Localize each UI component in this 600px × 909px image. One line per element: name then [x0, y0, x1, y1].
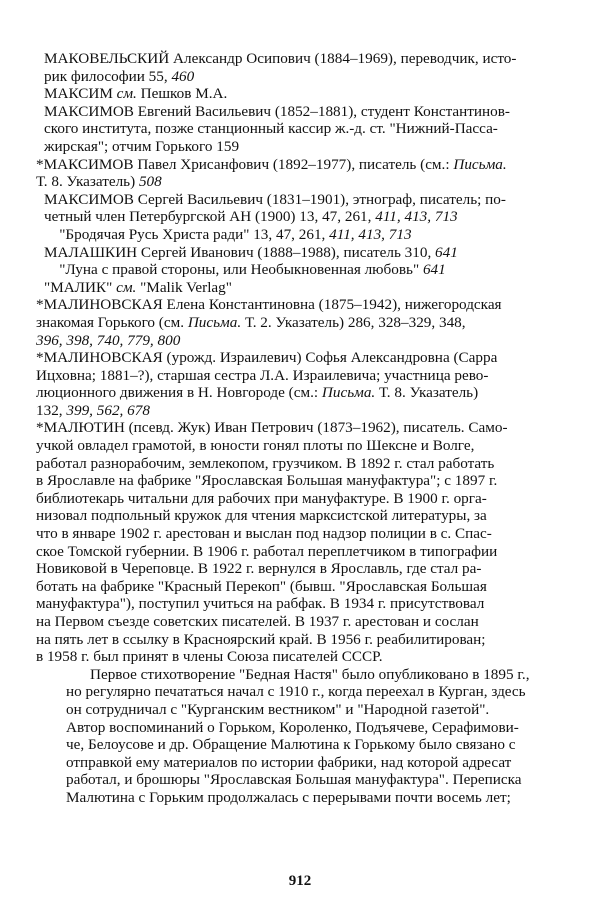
entry-line: люционного движения в Н. Новгороде (см.: Письма. Т. 8. Указатель): [36, 384, 479, 402]
entry-line: Ицховна; 1881–?), старшая сестра Л.А. Израилевича; участница рево-: [36, 366, 489, 384]
entry-line: знакомая Горького (см. Письма. Т. 2. Указатель) 286, 328–329, 348,: [36, 313, 466, 331]
entry-line: ское Томской губернии. В 1906 г. работал переплетчиком в типографии: [36, 542, 498, 560]
index-entry-maksimov-s: [44, 191, 556, 244]
index-entry-maksimov-p: [36, 155, 556, 191]
paragraph-line: че, Белоусове и др. Обращение Малютина к Горькому было связано с: [66, 736, 516, 754]
entry-line: Новиковой в Череповце. В 1922 г. вернулся в Ярославль, где стал ра-: [36, 560, 482, 578]
entry-line: "Луна с правой стороны, или Необыкновенная любовь" 641: [44, 261, 446, 279]
index-entry-malyutin: [36, 419, 556, 666]
entry-line: на Первом съезде советских писателей. В 1937 г. арестован и сослан: [36, 613, 479, 630]
entry-line: ского института, позже станционный кассир ж.-д. ст. "Нижний-Пасса-: [44, 120, 498, 138]
index-entry-malashkin: [44, 244, 556, 279]
index-entries: [36, 50, 556, 666]
entry-line: библиотекарь читальни для рабочих при мануфактуре. В 1900 г. орга-: [36, 489, 487, 507]
entry-line: *МАЛИНОВСКАЯ Елена Константиновна (1875–1942), нижегородская: [36, 296, 502, 314]
entry-line: "Бродячая Русь Христа ради" 13, 47, 261, 411, 413, 713: [44, 225, 412, 243]
page-number: 912: [288, 873, 312, 889]
index-entry-maksim: [44, 85, 556, 103]
paragraph-line: Первое стихотворение "Бедная Настя" было опубликовано в 1895 г.,: [90, 665, 530, 683]
entry-line: рик философии 55, 460: [44, 67, 195, 85]
entry-line: "МАЛИК" см. "Malik Verlag": [44, 278, 232, 296]
entry-line: 396, 398, 740, 779, 800: [36, 331, 181, 349]
entry-line: четный член Петербургской АН (1900) 13, 47, 261, 411, 413, 713: [44, 208, 458, 226]
entry-line: учкой овладел грамотой, в юности гонял плоты по Шексне и Волге,: [36, 437, 475, 455]
entry-line: мануфактура"), поступил учиться на рабфак. В 1934 г. присутствовал: [36, 595, 485, 613]
entry-line: *МАЛЮТИН (псевд. Жук) Иван Петрович (1873–1962), писатель. Само-: [36, 419, 508, 437]
index-entry-malinovskaya-s: [36, 349, 556, 419]
entry-line: на пять лет в ссылку в Красноярский край. В 1956 г. реабилитирован;: [36, 630, 486, 648]
malyutin-continuation-paragraph: [44, 666, 556, 807]
paragraph-line: он сотрудничал с "Курганским вестником" и "Народной газетой".: [66, 700, 490, 718]
entry-line: что в январе 1902 г. арестован и выслан под надзор полиции в с. Спас-: [36, 525, 492, 543]
index-entry-malinovskaya-e: [36, 296, 556, 349]
entry-line: *МАЛИНОВСКАЯ (урожд. Израилевич) Софья Александровна (Сарра: [36, 349, 498, 367]
entry-line: в Ярославле на фабрике "Ярославская Большая мануфактура"; с 1897 г.: [36, 472, 498, 490]
index-entry-malik: [44, 279, 556, 297]
index-entry-makovelsky: [44, 50, 556, 85]
index-entry-maksimov-e: [44, 103, 556, 156]
entry-line: МАЛАШКИН Сергей Иванович (1888–1988), писатель 310, 641: [44, 243, 458, 261]
entry-line: *МАКСИМОВ Павел Хрисанфович (1892–1977), писатель (см.: Письма.: [36, 155, 507, 173]
entry-line: низовал подпольный кружок для чтения марксистской литературы, за: [36, 507, 487, 525]
index-page: [36, 50, 556, 807]
paragraph-line: но регулярно печататься начал с 1910 г., когда переехал в Курган, здесь: [66, 683, 526, 701]
entry-line: МАКСИМ см. Пешков М.А.: [44, 85, 228, 103]
entry-line: 132, 399, 562, 678: [36, 401, 150, 419]
entry-line: МАКСИМОВ Сергей Васильевич (1831–1901), этнограф, писатель; по-: [44, 190, 506, 208]
paragraph-line: Автор воспоминаний о Горьком, Короленко, Подъячеве, Серафимови-: [66, 718, 519, 736]
paragraph-line: работал, и брошюры "Ярославская Большая мануфактура". Переписка: [66, 771, 522, 789]
paragraph-line: Малютина с Горьким продолжалась с перерывами почти восемь лет;: [66, 788, 511, 806]
entry-line: МАКОВЕЛЬСКИЙ Александр Осипович (1884–1969), переводчик, исто-: [44, 50, 517, 67]
entry-line: в 1958 г. был принят в члены Союза писателей СССР.: [36, 648, 383, 666]
entry-line: работал разнорабочим, землекопом, грузчиком. В 1892 г. стал работать: [36, 454, 495, 472]
entry-line: жирская"; отчим Горького 159: [44, 137, 240, 155]
paragraph-line: отправкой ему материалов по истории фабрики, над которой адресат: [66, 753, 512, 771]
entry-line: ботать на фабрике "Красный Перекоп" (бывш. "Ярославская Большая: [36, 577, 487, 595]
entry-line: МАКСИМОВ Евгений Васильевич (1852–1881), студент Константинов-: [44, 102, 510, 120]
entry-line: Т. 8. Указатель) 508: [36, 173, 162, 191]
